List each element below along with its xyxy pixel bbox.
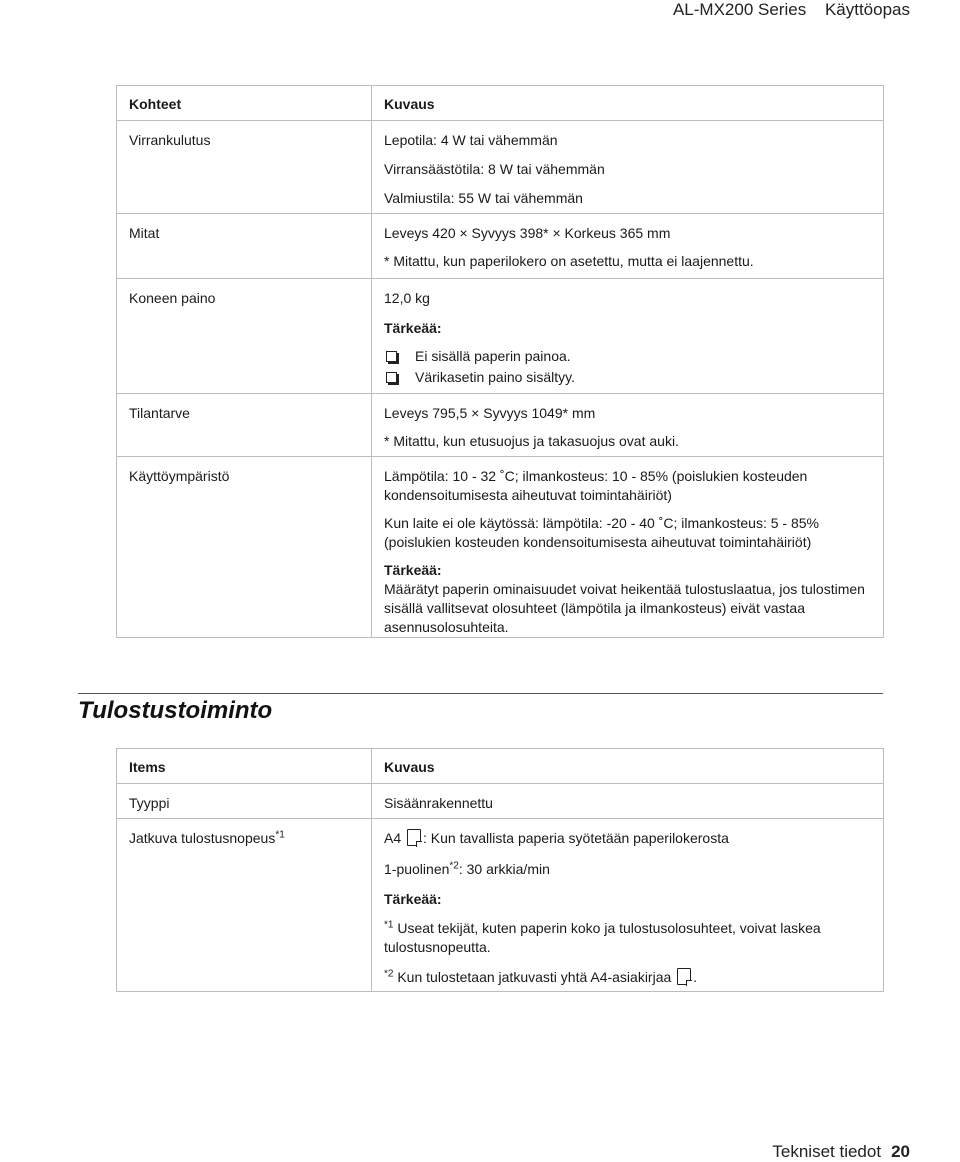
footnote-ref: *1	[275, 829, 285, 841]
operating-conditions: Lämpötila: 10 - 32 ˚C; ilmankosteus: 10 - 85% (poislukien kosteuden kondensoitumisesta aiheutuvat toimintahäiriöt)	[384, 468, 808, 503]
footnote-ref: *2	[449, 860, 459, 872]
checkbox-bullet-icon	[386, 372, 397, 383]
page-header	[673, 0, 910, 20]
list-item: Ei sisällä paperin painoa.	[384, 346, 871, 367]
table-row-speed	[117, 819, 884, 992]
footnote-1: $^{*1}$ Useat tekijät, kuten paperin koko ja tulostusolosuhteet, voivat laskea tulostusnopeutta.	[384, 919, 821, 955]
section-title: Tulostustoiminto	[78, 697, 273, 724]
page-number: 20	[891, 1142, 910, 1161]
important-label: Tärkeää:	[384, 320, 442, 336]
table-row-environment	[117, 457, 884, 638]
weight-value: 12,0 kg	[384, 290, 430, 306]
column-header-description: Kuvaus	[384, 759, 435, 775]
table-header-row	[117, 86, 884, 121]
row-label: Tyyppi	[129, 795, 170, 811]
portrait-page-icon	[677, 968, 691, 985]
power-standby: Valmiustila: 55 W tai vähemmän	[384, 190, 583, 206]
table-row-space	[117, 394, 884, 457]
storage-conditions: Kun laite ei ole käytössä: lämpötila: -20 - 40 ˚C; ilmankosteus: 5 - 85% (poislukien kosteuden kondensoitumisesta aiheutuvat toimintahäiriöt)	[384, 515, 819, 550]
table-row-type	[117, 784, 884, 819]
row-label: Tilantarve	[129, 405, 190, 421]
power-sleep: Lepotila: 4 W tai vähemmän	[384, 132, 558, 148]
section-rule	[78, 693, 883, 694]
power-saving: Virransäästötila: 8 W tai vähemmän	[384, 161, 605, 177]
footnote-2: $^{*2}$ Kun tulostetaan jatkuvasti yhtä A4-asiakirjaa .	[384, 968, 698, 985]
print-specs-table	[116, 748, 884, 992]
checkbox-bullet-icon	[386, 351, 397, 362]
dimensions-note: * Mitattu, kun paperilokero on asetettu, mutta ei laajennettu.	[384, 253, 754, 269]
product-name: AL-MX200 Series	[672, 0, 807, 19]
portrait-page-icon	[407, 829, 421, 846]
important-label: Tärkeää:	[384, 562, 442, 578]
row-label: Mitat	[129, 225, 160, 241]
dimensions-value: Leveys 420 × Syvyys 398* × Korkeus 365 mm	[384, 225, 671, 241]
column-header-items: Items	[129, 759, 166, 775]
table-header-row	[117, 749, 884, 784]
list-item: Värikasetin paino sisältyy.	[384, 367, 871, 388]
page-footer	[772, 1142, 910, 1162]
footer-section: Tekniset tiedot	[772, 1142, 882, 1161]
row-label: Koneen paino	[129, 290, 216, 306]
specs-table	[116, 85, 884, 638]
guide-name: Käyttöopas	[824, 0, 910, 19]
type-value: Sisäänrakennettu	[384, 795, 493, 811]
important-label: Tärkeää:	[384, 891, 442, 907]
important-text: Määrätyt paperin ominaisuudet voivat heikentää tulostuslaatua, jos tulostimen sisällä vallitsevat olosuhteet (lämpötila ja ilmankosteus) eivät vastaa asennusolosuhteita.	[384, 581, 865, 635]
row-label: Jatkuva tulostusnopeus$^{*1}$	[129, 829, 285, 846]
table-row-power	[117, 121, 884, 214]
space-value: Leveys 795,5 × Syvyys 1049* mm	[384, 405, 596, 421]
column-header-description: Kuvaus	[384, 96, 435, 112]
row-label: Käyttöympäristö	[129, 468, 230, 484]
a4-speed-line: A4 : Kun tavallista paperia syötetään paperilokerosta	[384, 830, 729, 846]
simplex-speed-line: 1-puolinen$^{*2}$: 30 arkkia/min	[384, 860, 550, 877]
row-label: Virrankulutus	[129, 132, 211, 148]
column-header-items: Kohteet	[129, 96, 182, 112]
table-row-weight	[117, 279, 884, 394]
space-note: * Mitattu, kun etusuojus ja takasuojus ovat auki.	[384, 433, 679, 449]
table-row-dimensions	[117, 214, 884, 279]
